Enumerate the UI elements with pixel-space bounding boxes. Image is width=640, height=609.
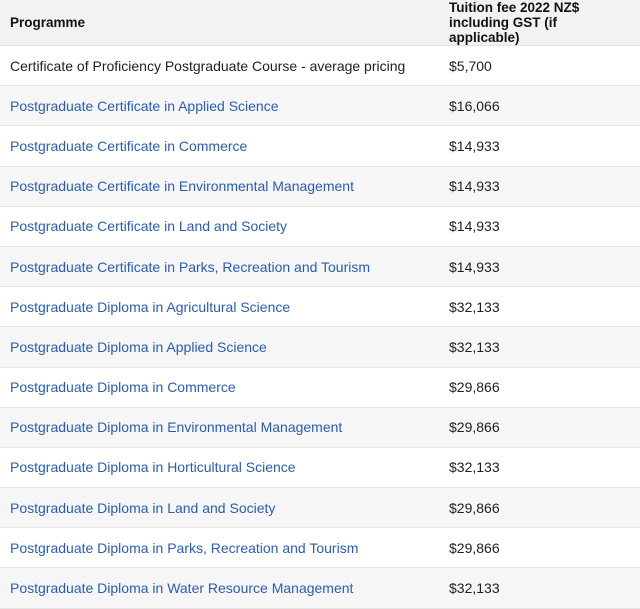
programme-link[interactable]: Postgraduate Certificate in Land and Society: [10, 218, 288, 235]
table-row: [0, 206, 640, 246]
fee-cell: $32,133: [439, 327, 640, 367]
fee-cell: $14,933: [439, 166, 640, 206]
fee-header-line1: Tuition fee 2022 NZ$: [449, 0, 580, 15]
programme-link[interactable]: Postgraduate Diploma in Applied Science: [10, 338, 267, 355]
fee-cell: $14,933: [439, 206, 640, 246]
header-row: [0, 0, 640, 46]
fee-cell: $32,133: [439, 287, 640, 327]
table-row: [0, 86, 640, 126]
programme-link[interactable]: Postgraduate Diploma in Water Resource Management: [10, 580, 354, 597]
table-header: [0, 0, 640, 46]
programme-cell: [0, 287, 439, 327]
programme-name: Certificate of Proficiency Postgraduate Course - average pricing: [10, 57, 406, 74]
fee-cell: $29,866: [439, 367, 640, 407]
fee-cell: $16,066: [439, 86, 640, 126]
programme-link[interactable]: Postgraduate Diploma in Commerce: [10, 379, 236, 396]
programme-link[interactable]: Postgraduate Certificate in Environmental Management: [10, 178, 354, 195]
programme-cell: [0, 246, 439, 286]
fee-cell: $14,933: [439, 126, 640, 166]
table-row: [0, 126, 640, 166]
table-row: [0, 367, 640, 407]
programme-column-header: [0, 0, 439, 46]
programme-cell: [0, 407, 439, 447]
table-row: [0, 46, 640, 86]
fee-cell: $29,866: [439, 407, 640, 447]
fee-cell: $32,133: [439, 568, 640, 608]
programme-cell: [0, 206, 439, 246]
fee-cell: $32,133: [439, 447, 640, 487]
programme-cell: [0, 166, 439, 206]
programme-link[interactable]: Postgraduate Diploma in Agricultural Science: [10, 298, 291, 315]
programme-header-label: Programme: [10, 15, 86, 30]
programme-cell: [0, 528, 439, 568]
table-row: [0, 407, 640, 447]
programme-link[interactable]: Postgraduate Diploma in Land and Society: [10, 499, 276, 516]
table-row: [0, 568, 640, 608]
programme-cell: [0, 46, 439, 86]
programme-link[interactable]: Postgraduate Certificate in Applied Science: [10, 97, 279, 114]
programme-cell: [0, 488, 439, 528]
programme-cell: [0, 447, 439, 487]
table-row: [0, 488, 640, 528]
programme-link[interactable]: Postgraduate Diploma in Parks, Recreation and Tourism: [10, 539, 359, 556]
programme-cell: [0, 568, 439, 608]
programme-cell: [0, 86, 439, 126]
table-row: [0, 166, 640, 206]
fee-cell: $5,700: [439, 46, 640, 86]
programme-link[interactable]: Postgraduate Diploma in Environmental Management: [10, 419, 343, 436]
programme-cell: [0, 327, 439, 367]
programme-cell: [0, 367, 439, 407]
fee-column-header: [439, 0, 640, 46]
table-row: [0, 447, 640, 487]
programme-link[interactable]: Postgraduate Certificate in Commerce: [10, 137, 248, 154]
fee-header-line2: including GST (if applicable): [449, 15, 557, 45]
table-row: [0, 327, 640, 367]
fee-cell: $29,866: [439, 488, 640, 528]
programme-cell: [0, 126, 439, 166]
fee-cell: $14,933: [439, 246, 640, 286]
table-row: [0, 246, 640, 286]
table-row: [0, 287, 640, 327]
programme-link[interactable]: Postgraduate Certificate in Parks, Recreation and Tourism: [10, 258, 371, 275]
table-body: [0, 46, 640, 609]
programme-link[interactable]: Postgraduate Diploma in Horticultural Science: [10, 459, 296, 476]
fee-cell: $29,866: [439, 528, 640, 568]
table-row: [0, 528, 640, 568]
